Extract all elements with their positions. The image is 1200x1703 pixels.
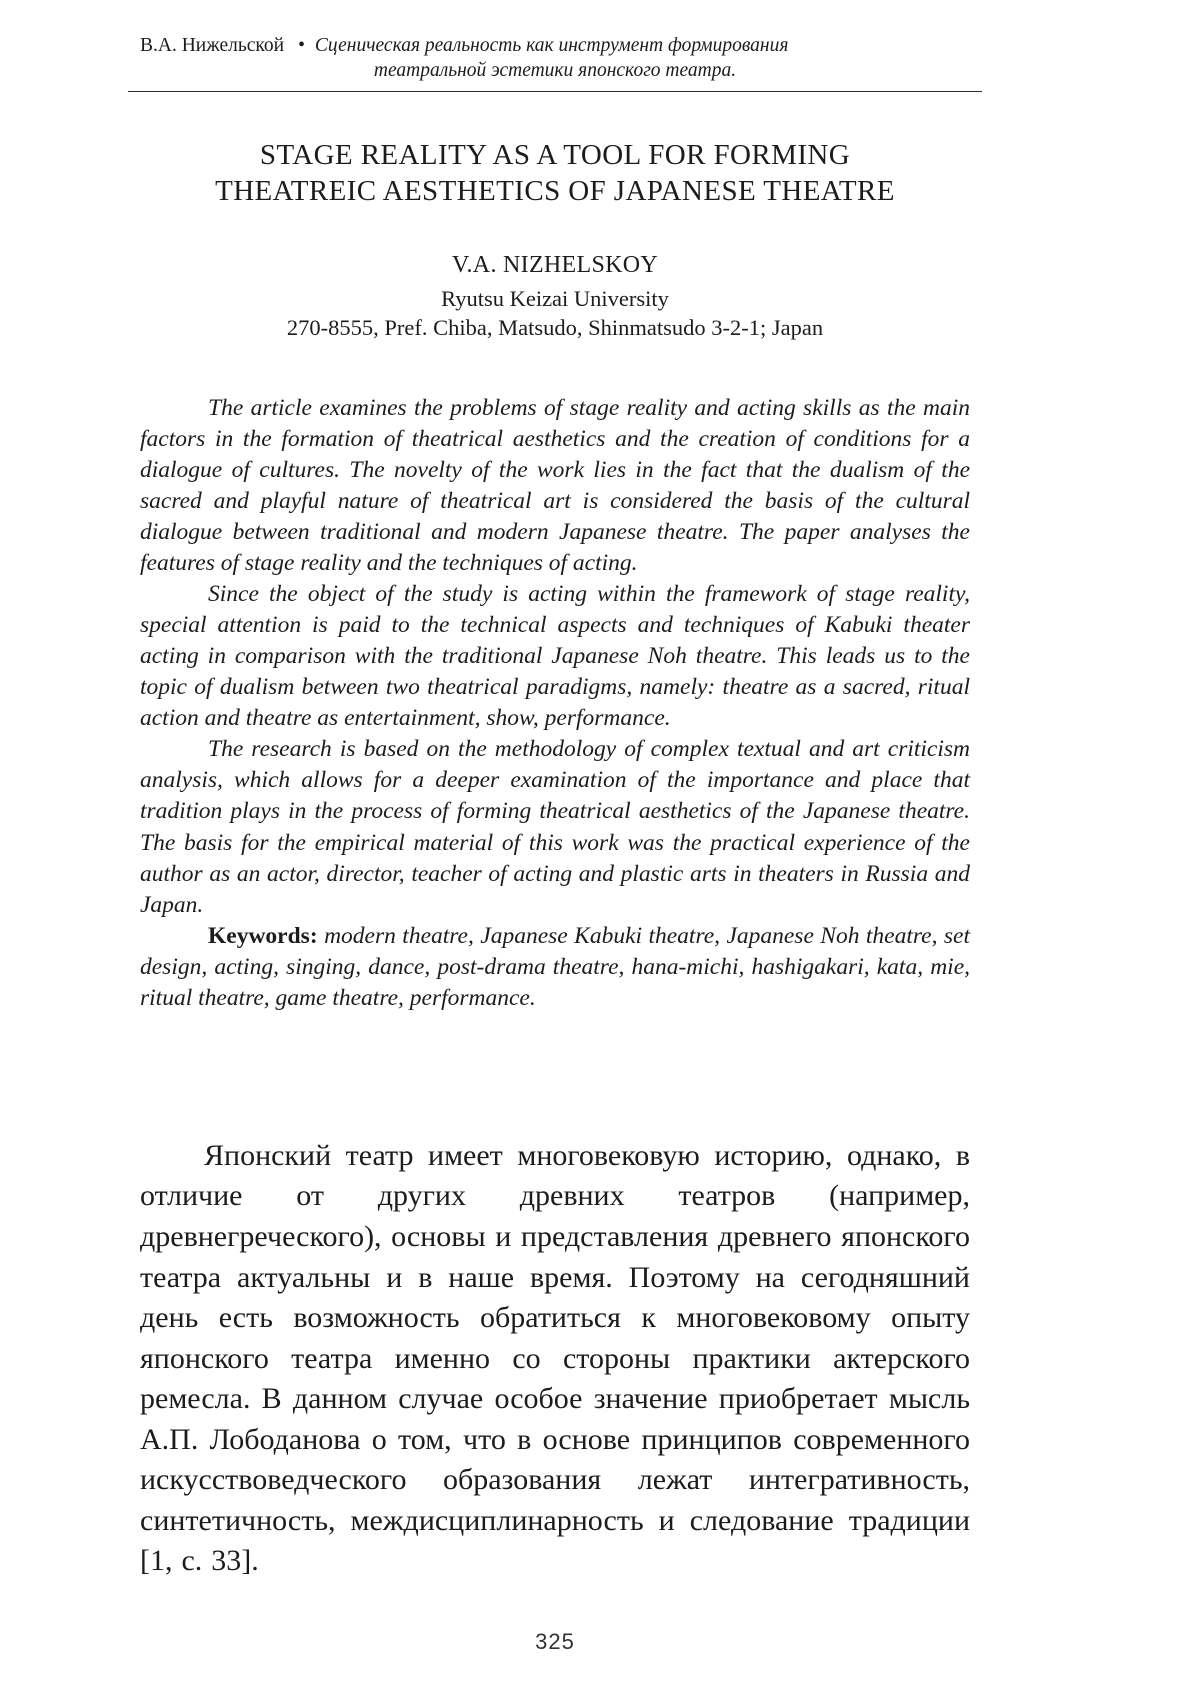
author-affiliation: Ryutsu Keizai University	[441, 285, 669, 311]
abstract-paragraph-3: The research is based on the methodology of complex textual and art criticism analysis, which allows for a deeper examination of the importance and place that tradition plays in the process of forming theatrical aesthetics of the Japanese theatre. The basis for the empirical material of this work was the practical experience of the author as an actor, director, teacher of acting and plastic arts in theaters in Russia and Japan.	[140, 736, 970, 918]
page-number: 325	[535, 1629, 575, 1654]
author-name: V.A. NIZHELSKOY	[451, 251, 659, 278]
keywords-paragraph	[140, 921, 970, 1014]
running-head-author: В.А. Нижельской	[140, 35, 285, 56]
abstract-section	[140, 393, 970, 1014]
body-paragraph-1: Японский театр имеет многовековую историю, однако, в отличие от других древних театров (например, древнегреческого), основы и представления древнего японского театра актуальны и в наше время. Поэтому на сегодняшний день есть возможность обратиться к многовековому опыту японского театра именно со стороны практики актерского ремесла. В данном случае особое значение приобретает мысль А.П. Лободанова о том, что в основе принципов современного искусствоведческого образования лежат интегративность, синтетичность, междисциплинарность и следование традиции [1, с. 33].	[140, 1138, 970, 1578]
article-title	[140, 138, 970, 210]
article-body	[140, 1136, 970, 1582]
article-title-line2: THEATREIC AESTHETICS OF JAPANESE THEATRE	[215, 174, 895, 207]
keywords-label: Keywords:	[208, 922, 318, 949]
running-head-title-line2: театральной эстетики японского театра.	[373, 60, 737, 82]
header-rule	[128, 91, 982, 92]
abstract-paragraph-2: Since the object of the study is acting within the framework of stage reality, special attention is paid to the technical aspects and techniques of Kabuki theater acting in comparison with the traditional Japanese Noh theatre. This leads us to the topic of dualism between two theatrical paradigms, namely: theatre as a sacred, ritual action and theatre as entertainment, show, performance.	[140, 581, 970, 732]
keywords-text: modern theatre, Japanese Kabuki theatre, Japanese Noh theatre, set design, acting, singing, dance, post-drama theatre, hana-michi, hashigakari, kata, mie, ritual theatre, game theatre, performance.	[140, 922, 970, 1011]
running-head	[140, 34, 970, 92]
running-head-line1	[140, 34, 970, 58]
article-title-line1: STAGE REALITY AS A TOOL FOR FORMING	[259, 138, 851, 171]
author-address: 270-8555, Pref. Chiba, Matsudo, Shinmatsudo 3-2-1; Japan	[286, 314, 824, 340]
running-head-bullet: •	[298, 35, 305, 56]
running-head-title-line1: Сценическая реальность как инструмент формирования	[314, 35, 789, 56]
abstract-paragraph-1: The article examines the problems of stage reality and acting skills as the main factors in the formation of theatrical aesthetics and the creation of conditions for a dialogue of cultures. The novelty of the work lies in the fact that the dualism of the sacred and playful nature of theatrical art is considered the basis of the cultural dialogue between traditional and modern Japanese theatre. The paper analyses the features of stage reality and the techniques of acting.	[140, 394, 970, 576]
